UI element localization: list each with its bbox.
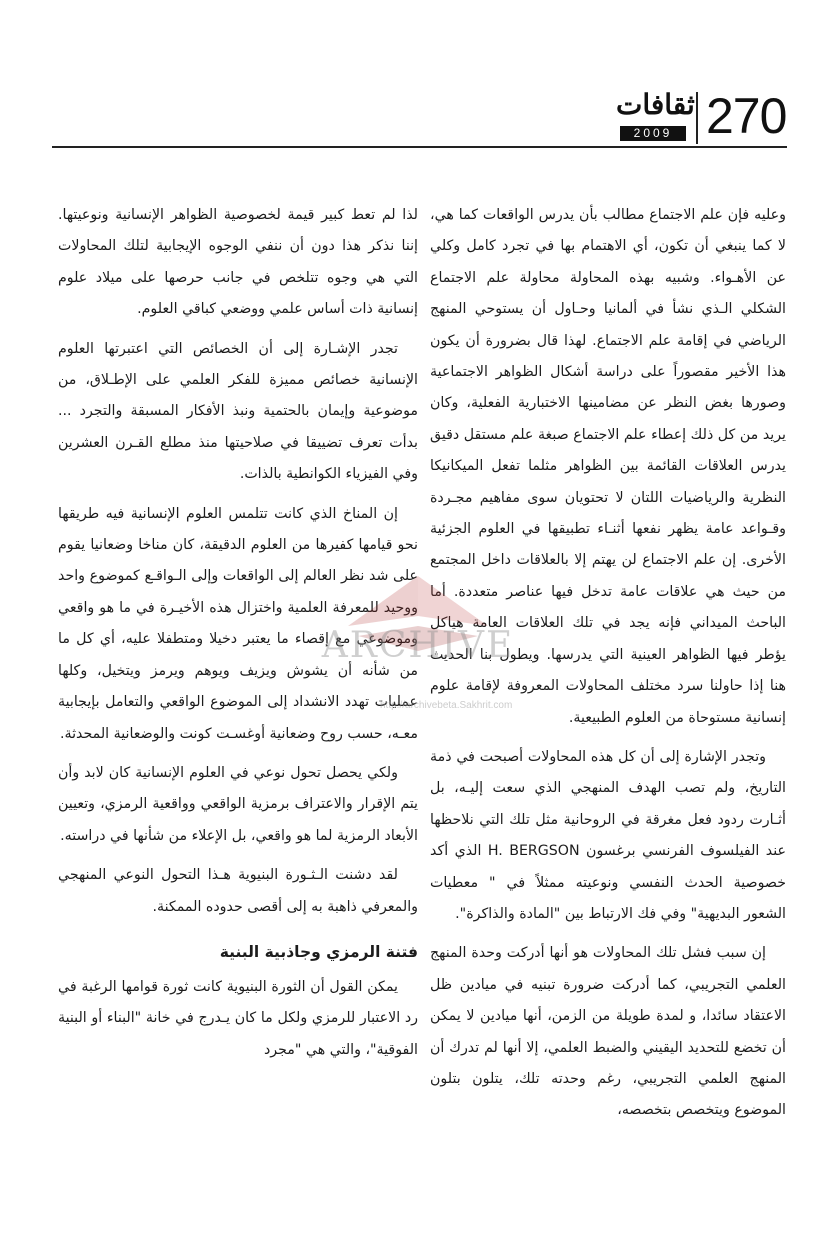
logo-year-badge: 2009 [620, 126, 686, 141]
section-heading: فتنة الرمزي وجاذبية البنية [219, 942, 418, 961]
header-divider [696, 92, 698, 144]
logo-wordmark: ثقافات [616, 88, 695, 121]
paragraph: لذا لم تعط كبير قيمة لخصوصية الظواهر الإنسانية ونوعيتها. إننا نذكر هذا دون أن ننفي الوجوه الإيجابية لتلك المحاولات التي هي وجوه تتلخص في جانب حرصها على ميلاد علوم إنسانية ذات أساس علمي ووضعي كباقي العلوم. [58, 207, 418, 318]
paragraph: إن المناخ الذي كانت تتلمس العلوم الإنسانية فيه طريقها نحو قيامها كفيرها من العلوم الدقيقة، كان مناخا وضعانيا يقوم على شد نظر العالم إلى الواقعات وإلى الـواقـع كموضوع واحد ووحيد للمعرفة العلمية واختزال هذه الأخيـرة في ما هو واقعي وموضوعي مع إقصاء ما يعتبر دخيلا ومتطفلا عليه، أي كل ما من شأنه أن يشوش ويزيف ويوهم ويرمز ويتخيل، وكلها عمليات تهدد الانشداد إلى الموضوع الواقعي والتعامل بإيجابية معـه، حسب روح وضعانية أوغسـت كونت والوضعانية المحدثة. [58, 505, 418, 742]
paragraph: تجدر الإشـارة إلى أن الخصائص التي اعتبرتها العلوم الإنسانية خصائص مميزة للفكر العلمي على الإطـلاق، من موضوعية وإيمان بالحتمية ونبذ الأفكار المسبقة والتجرد ... بدأت تعرف تضييقا في صلاحيتها منذ مطلع القـرن العشرين وفي الفيزياء الكوانطية بالذات. [58, 340, 418, 483]
paragraph: وعليه فإن علم الاجتماع مطالب بأن يدرس الواقعات كما هي، لا كما ينبغي أن تكون، أي الاهتمام بها في تجرد كامل وكلي عن الأهـواء. وشبيه بهذه المحاولة محاولة علم الاجتماع الشكلي الـذي نشأ في ألمانيا وحـاول أن يستوحي المنهج الرياضي في إقامة علم الاجتماع. لهذا قال بضرورة أن يكون هذا الأخير مقصوراً على دراسة أشكال الظواهر الاجتماعية وصورها بغض النظر عن مضامينها الاختبارية الفعلية، وكان يريد من كل ذلك إعطاء علم الاجتماع صبغة علم مستقل دقيق يدرس العلاقات القائمة بين الظواهر مثلما تفعل الميكانيكا النظرية والرياضيات اللتان لا تحتويان سوى مفاهيم مجـردة وقـواعد عامة يظهر نفعها أثنـاء تطبيقها في العلوم الجزئية الأخرى. إن علم الاجتماع لن يهتم إلا بالعلاقات داخل المجتمع من حيث هي علاقات عامة تدخل فيها عناصر متعددة. أما الباحث الميداني فإنه يجد في تلك العلاقات العامة هياكل يؤطر فيها الظواهر العينية التي يدرسها. ويطول بنا الحديث هنا إذا حاولنا سرد مختلف المحاولات المعروفة لإقامة علوم إنسانية مستوحاة من العلوم الطبيعية. [430, 207, 786, 726]
left-column [58, 200, 418, 1074]
paragraph: ولكي يحصل تحول نوعي في العلوم الإنسانية كان لابد وأن يتم الإقرار والاعتراف برمزية الواقعي وواقعية الرمزي، وتعيين الأبعاد الرمزية لما هو واقعي، بل الإعلاء من شأنها في دراسته. [58, 764, 418, 844]
header-rule [52, 146, 787, 148]
paragraph: يمكن القول أن الثورة البنيوية كانت ثورة قوامها الرغبة في رد الاعتبار للرمزي ولكل ما كان يـدرج في خانة "البناء أو البنية الفوقية"، والتي هي "مجرد [58, 978, 418, 1058]
paragraph: وتجدر الإشارة إلى أن كل هذه المحاولات أصبحت في ذمة التاريخ، ولم تصب الهدف المنهجي الذي سعت إليـه، بل أثـارت ردود فعل مغرقة في الروحانية مثل تلك التي نلاحظها عند الفيلسوف الفرنسي برغسون H. BERGSON الذي أكد خصوصية الحدث النفسي ونوعيته ممثلاً في " معطيات الشعور البديهية" وفي فك الارتباط بين "المادة والذاكرة". [430, 748, 786, 922]
watermark-text: ARCHIVE [321, 625, 515, 666]
paragraph: لقد دشنت الـثـورة البنيوية هـذا التحول النوعي المنهجي والمعرفي ذاهبة به إلى أقصى حدوده الممكنة. [58, 867, 418, 915]
right-column [430, 200, 786, 1135]
watermark-url: http://archivebeta.Sakhrit.com [380, 700, 513, 711]
page-number: 270 [706, 88, 787, 144]
paragraph: إن سبب فشل تلك المحاولات هو أنها أدركت وحدة المنهج العلمي التجريبي، كما أدركت ضرورة تبنيه في ميادين ظل الاعتقاد سائدا، و لمدة طويلة من الزمن، أنها ميادين لا يمكن أن تخضع للتحديد اليقيني والضبط العلمي، إلا أنها لم تدرك أن المنهج العلمي التجريبي، رغم وحدته تلك، يتلون بتلون الموضوع ويتخصص بتخصصه، [430, 945, 786, 1119]
magazine-logo [616, 80, 695, 144]
